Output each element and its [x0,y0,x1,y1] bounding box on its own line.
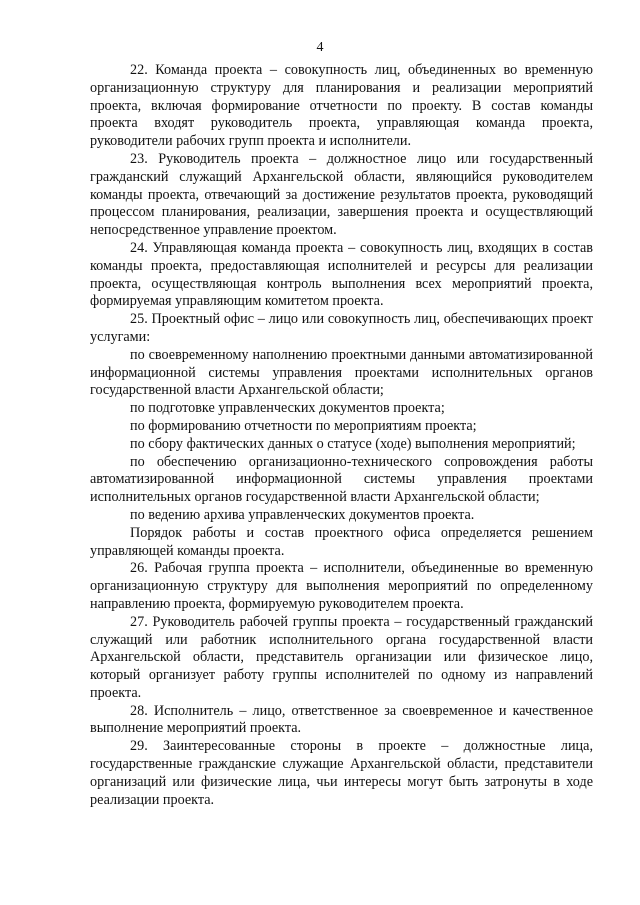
paragraph-22-project-team: 22. Команда проекта – совокупность лиц, объединенных во временную организационную структуру для планирования и реализации мероприятий проекта, включая формирование отчетности по проекту. В состав команды проекта входят руководитель проекта, управляющая команда проекта, руководители рабочих групп проекта и исполнители. [90,62,593,150]
service-item-technical-support: по обеспечению организационно-технического сопровождения работы автоматизированной информационной системы управления проектами исполнительных органов государственной власти Архангельской области; [90,453,593,506]
paragraph-25-project-office: 25. Проектный офис – лицо или совокупность лиц, обеспечивающих проект услугами: [90,311,593,345]
service-item-data-filling: по своевременному наполнению проектными данными автоматизированной информационной системы управления проектами исполнительных органов государственной власти Архангельской области; [90,346,593,399]
paragraph-28-executor: 28. Исполнитель – лицо, ответственное за своевременное и качественное выполнение мероприятий проекта. [90,702,593,737]
paragraph-24-managing-team: 24. Управляющая команда проекта – совокупность лиц, входящих в состав команды проекта, предоставляющая исполнителей и ресурсы для реализации проекта, осуществляющая контроль выполнения всех мероприятий проекта, формируемая управляющим комитетом проекта. [90,239,593,310]
page-number: 4 [316,40,324,55]
service-item-status-data: по сбору фактических данных о статусе (ходе) выполнения мероприятий; [130,435,576,452]
paragraph-29-stakeholders: 29. Заинтересованные стороны в проекте – должностные лица, государственные гражданские служащие Архангельской области, представители организаций или физические лица, чьи интересы могут быть затронуты в ходе реализации проекта. [90,738,593,808]
service-item-reporting: по формированию отчетности по мероприятиям проекта; [130,417,477,434]
service-item-archive: по ведению архива управленческих документов проекта. [130,506,475,523]
service-item-documents: по подготовке управленческих документов проекта; [130,400,445,417]
paragraph-26-working-group: 26. Рабочая группа проекта – исполнители, объединенные во временную организационную структуру для выполнения мероприятий по определенному направлению проекта, формируемую руководителем проекта. [90,560,593,612]
document-body [90,62,593,809]
paragraph-office-procedure: Порядок работы и состав проектного офиса определяется решением управляющей команды проекта. [90,524,593,559]
paragraph-27-working-group-leader: 27. Руководитель рабочей группы проекта – государственный гражданский служащий или работник исполнительного органа государственной власти Архангельской области, представитель организации или физическое лицо, который организует работу группы исполнителей по одному из направлений проекта. [90,613,593,701]
paragraph-23-project-manager: 23. Руководитель проекта – должностное лицо или государственный гражданский служащий Архангельской области, являющийся руководителем команды проекта, отвечающий за достижение результатов проекта, руководящий процессом планирования, реализации, завершения проекта и осуществляющий непосредственное управление проектом. [90,150,593,239]
